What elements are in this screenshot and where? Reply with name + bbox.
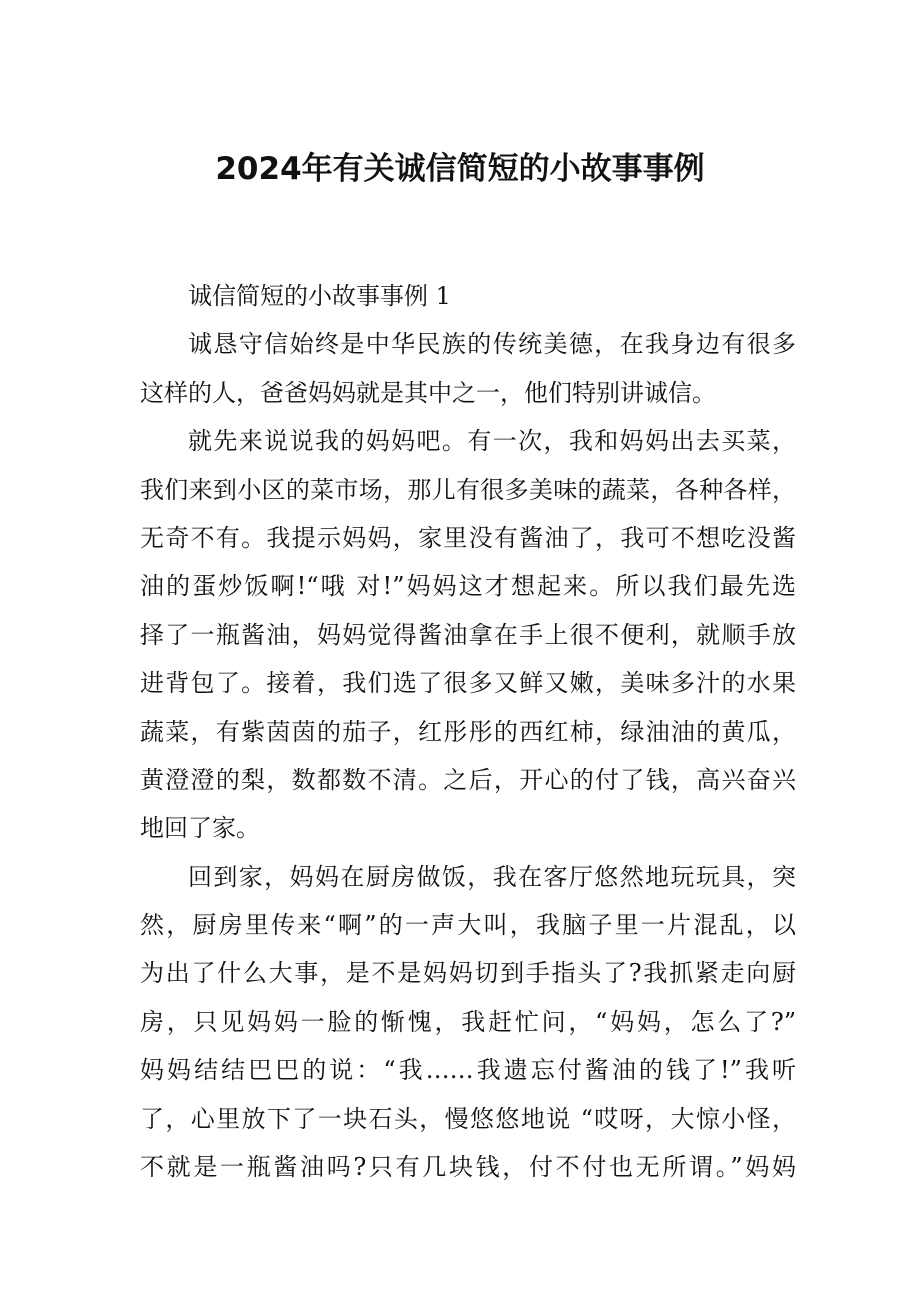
text-line: 然，厨房里传来“啊”的一声大叫，我脑子里一片混乱，以 xyxy=(140,911,796,940)
text-line: 了，心里放下了一块石头，慢悠悠地说 “哎呀，大惊小怪， xyxy=(140,1104,796,1133)
text-line: 油的蛋炒饭啊!“哦 对!”妈妈这才想起来。所以我们最先选 xyxy=(140,572,796,601)
text-line: 蔬菜，有紫茵茵的茄子，红彤彤的西红柿，绿油油的黄瓜， xyxy=(140,717,796,746)
document-body xyxy=(140,272,796,1191)
text-line: 进背包了。接着，我们选了很多又鲜又嫩，美味多汁的水果 xyxy=(140,669,796,698)
text-line: 为出了什么大事，是不是妈妈切到手指头了?我抓紧走向厨 xyxy=(140,959,796,988)
text-line: 回到家，妈妈在厨房做饭，我在客厅悠然地玩玩具，突 xyxy=(188,862,796,891)
text-line: 诚恳守信始终是中华民族的传统美德，在我身边有很多 xyxy=(188,330,796,359)
text-line: 妈妈结结巴巴的说：“我……我遗忘付酱油的钱了!”我听 xyxy=(140,1056,796,1085)
document-title: 2024年有关诚信简短的小故事事例 xyxy=(215,151,705,187)
text-line: 地回了家。 xyxy=(140,814,260,843)
text-line: 择了一瓶酱油，妈妈觉得酱油拿在手上很不便利，就顺手放 xyxy=(140,620,796,649)
text-line: 诚信简短的小故事事例 1 xyxy=(188,282,451,310)
text-line: 黄澄澄的梨，数都数不清。之后，开心的付了钱，高兴奋兴 xyxy=(140,765,796,794)
text-line: 我们来到小区的菜市场，那儿有很多美味的蔬菜，各种各样， xyxy=(140,475,796,504)
text-line: 不就是一瓶酱油吗?只有几块钱，付不付也无所谓。”妈妈 xyxy=(140,1153,796,1182)
text-line: 房，只见妈妈一脸的惭愧，我赶忙问，“妈妈，怎么了?” xyxy=(140,1007,796,1036)
text-line: 就先来说说我的妈妈吧。有一次，我和妈妈出去买菜， xyxy=(188,427,796,456)
text-line: 无奇不有。我提示妈妈，家里没有酱油了，我可不想吃没酱 xyxy=(140,523,796,552)
text-line: 这样的人，爸爸妈妈就是其中之一，他们特别讲诚信。 xyxy=(140,378,716,407)
